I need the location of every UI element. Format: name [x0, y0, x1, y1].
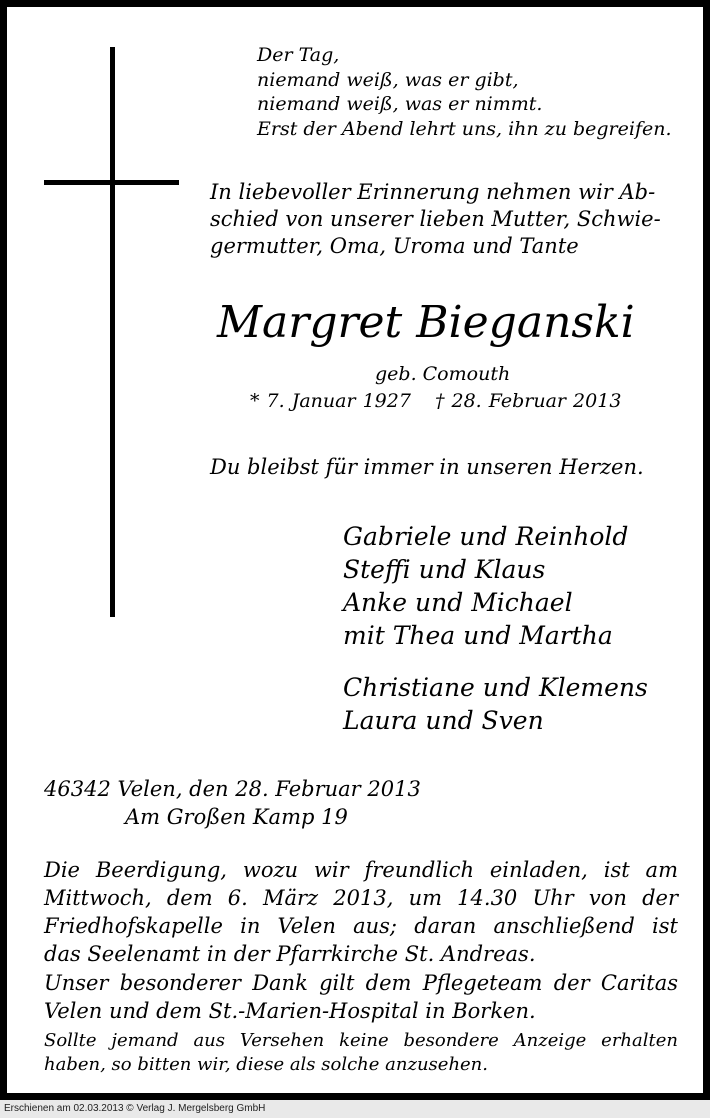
notice-text [44, 1029, 678, 1076]
mourner-name: Christiane und Klemens [343, 673, 648, 702]
publication-footer: Erschienen am 02.03.2013 © Verlag J. Mergelsberg GmbH [0, 1100, 710, 1118]
cross-icon [110, 47, 115, 617]
intro-line: In liebevoller Erinnerung nehmen wir Ab- [210, 180, 656, 204]
cross-icon-crossbar [44, 180, 179, 185]
funeral-info [44, 856, 678, 968]
notice-line: Sollte jemand aus Versehen keine besondere Anzeige erhalten [44, 1030, 678, 1051]
poem [257, 43, 672, 141]
life-dates [250, 388, 621, 414]
poem-line: niemand weiß, was er nimmt. [257, 93, 543, 115]
death-date: † 28. Februar 2013 [434, 390, 622, 412]
place-date: 46342 Velen, den 28. Februar 2013 [44, 777, 421, 801]
motto: Du bleibst für immer in unseren Herzen. [210, 455, 644, 479]
funeral-line: Mittwoch, dem 6. März 2013, um 14.30 Uhr von der [44, 886, 678, 910]
intro-line: germutter, Oma, Uroma und Tante [210, 234, 579, 258]
mourner-name: mit Thea und Martha [343, 621, 613, 650]
deceased-name: Margret Bieganski [217, 297, 635, 348]
mourner-name: Gabriele und Reinhold [343, 522, 629, 551]
funeral-line: Die Beerdigung, wozu wir freundlich einladen, ist am [44, 858, 678, 882]
thanks-line: Unser besonderer Dank gilt dem Pflegeteam der Caritas [44, 971, 678, 995]
mourners-group [343, 671, 648, 737]
funeral-line: das Seelenamt in der Pfarrkirche St. Andreas. [44, 942, 536, 966]
mourner-name: Laura und Sven [343, 706, 544, 735]
mourner-name: Steffi und Klaus [343, 555, 546, 584]
notice-line: haben, so bitten wir, diese als solche anzusehen. [44, 1053, 488, 1075]
street-address: Am Großen Kamp 19 [125, 805, 348, 829]
poem-line: Der Tag, [257, 44, 340, 66]
intro-line: schied von unserer lieben Mutter, Schwie- [210, 207, 661, 231]
thanks-text [44, 969, 678, 1025]
mourners-group [343, 520, 628, 652]
poem-line: niemand weiß, was er gibt, [257, 68, 519, 91]
thanks-line: Velen und dem St.-Marien-Hospital in Borken. [44, 999, 536, 1023]
intro-text [210, 179, 661, 260]
mourner-name: Anke und Michael [343, 588, 573, 617]
maiden-name: geb. Comouth [375, 363, 511, 385]
birth-date: * 7. Januar 1927 [250, 390, 411, 412]
poem-line: Erst der Abend lehrt uns, ihn zu begreifen. [257, 117, 672, 140]
funeral-line: Friedhofskapelle in Velen aus; daran anschließend ist [44, 914, 678, 938]
